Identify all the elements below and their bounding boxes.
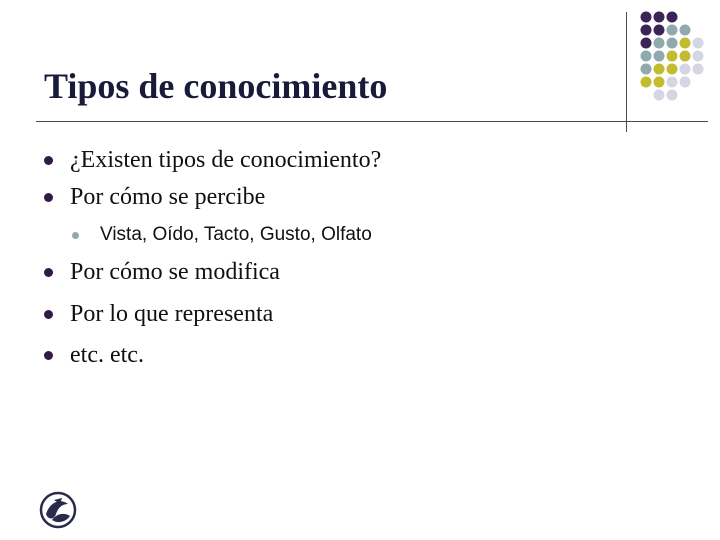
bullet-icon [44, 310, 53, 319]
sub-bullet-text: Vista, Oído, Tacto, Gusto, Olfato [100, 224, 372, 245]
bullet-text: Por cómo se modifica [70, 259, 280, 285]
bullet-icon [44, 193, 53, 202]
bullet-text: Por cómo se percibe [70, 184, 266, 210]
bullet-text: ¿Existen tipos de conocimiento? [70, 147, 382, 173]
bullet-icon [44, 268, 53, 277]
sub-bullet-icon [72, 232, 79, 239]
slide-title: Tipos de conocimiento [44, 66, 388, 106]
bullet-icon [44, 156, 53, 165]
university-seal-icon [38, 490, 78, 530]
bullet-text: etc. etc. [70, 342, 144, 368]
bullet-icon [44, 351, 53, 360]
bullet-text: Por lo que representa [70, 301, 274, 327]
